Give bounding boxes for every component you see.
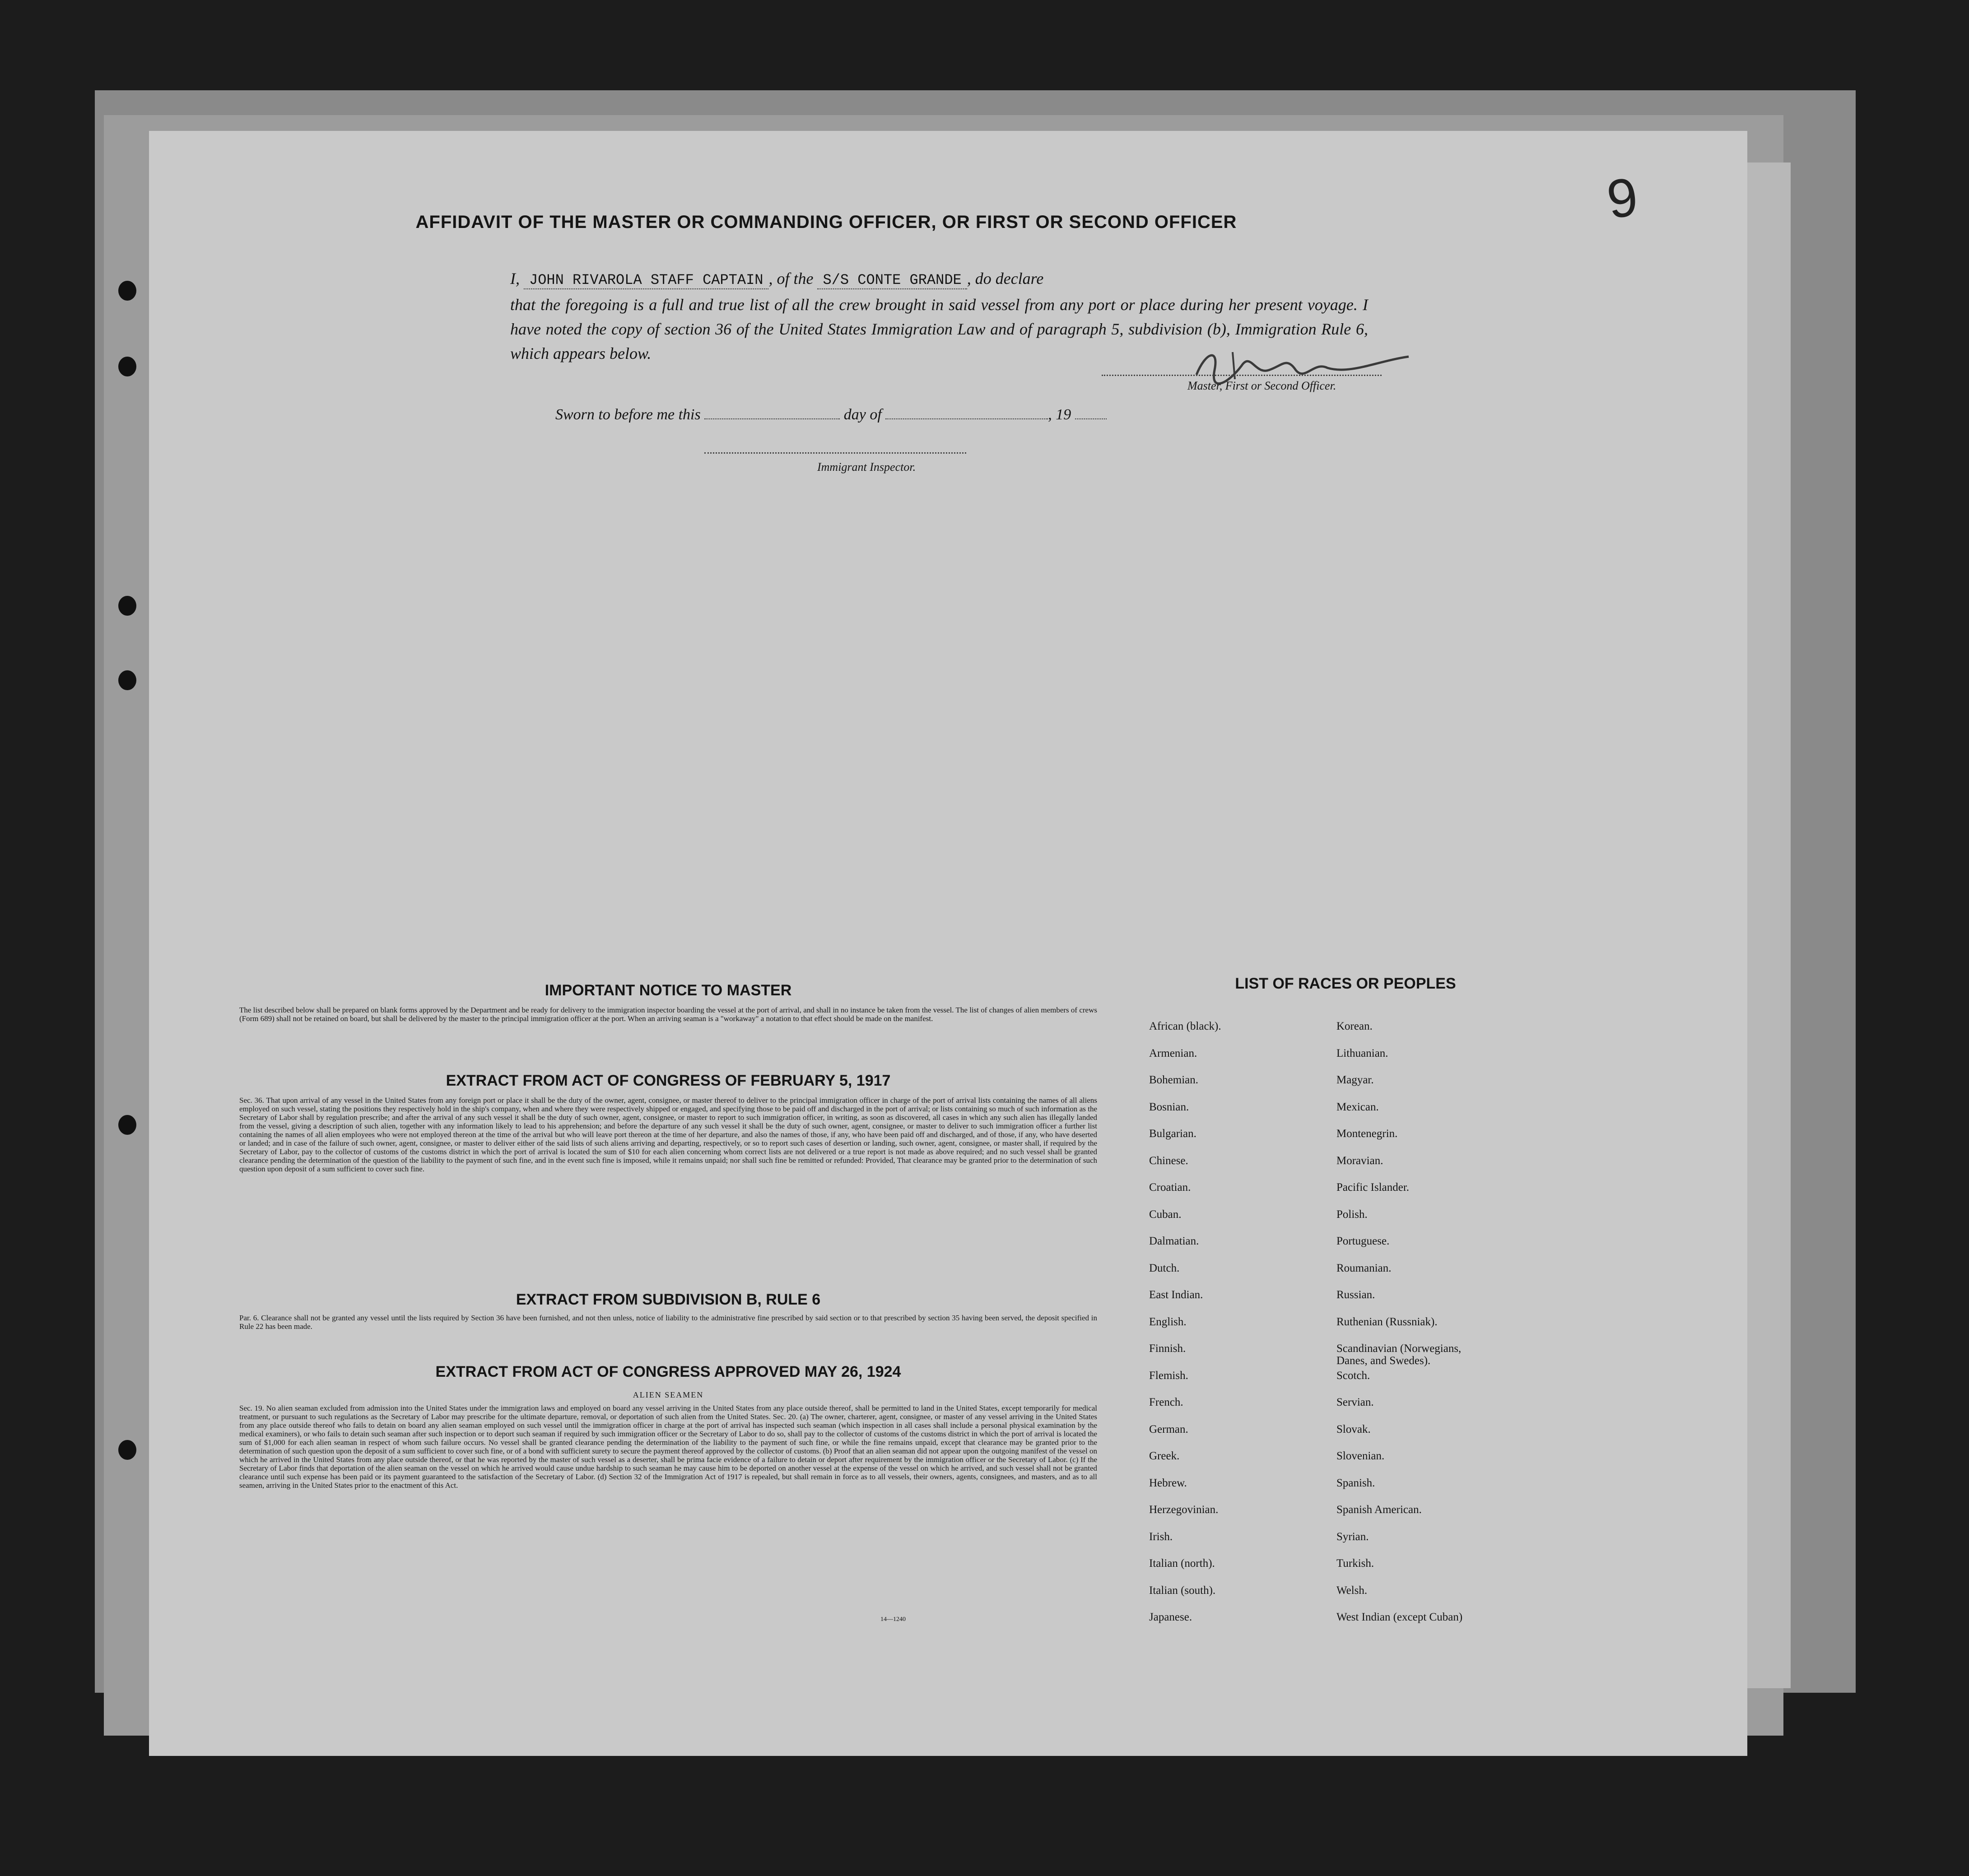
race-item: Scotch. [1336,1369,1370,1382]
race-item: Spanish American. [1336,1504,1422,1516]
race-item: Lithuanian. [1336,1047,1388,1059]
signature-caption: Master, First or Second Officer. [1187,379,1336,392]
race-item: Portuguese. [1336,1235,1390,1247]
race-item: Cuban. [1149,1208,1182,1221]
race-item: Slovak. [1336,1423,1371,1435]
race-item: Croatian. [1149,1181,1191,1193]
inspector-signature-line [704,452,966,454]
binder-hole [118,1440,136,1460]
sworn-line [555,406,1107,423]
sworn-month-field [885,418,1048,419]
sworn-day-field [704,418,840,419]
binder-hole [118,281,136,301]
declaration-prefix: I, [510,269,520,288]
race-item: Bohemian. [1149,1074,1199,1086]
race-item: Italian (south). [1149,1584,1216,1597]
race-item: French. [1149,1396,1183,1408]
binder-hole [118,670,136,690]
race-item: Magyar. [1336,1074,1374,1086]
race-item: Finnish. [1149,1342,1186,1355]
race-item: German. [1149,1423,1188,1435]
race-item: Spanish. [1336,1477,1375,1489]
race-item: African (black). [1149,1020,1221,1032]
races-column-1 [1149,1020,1221,1638]
sworn-year-label: , 19 [1048,406,1071,423]
notice-title: IMPORTANT NOTICE TO MASTER [545,982,792,999]
race-item: Flemish. [1149,1369,1188,1382]
race-item: Pacific Islander. [1336,1181,1410,1193]
race-item: Montenegrin. [1336,1128,1398,1140]
declaration-line-1 [510,266,1368,293]
affidavit-title: AFFIDAVIT OF THE MASTER OR COMMANDING OFFICER, OR FIRST OR SECOND OFFICER [415,212,1237,232]
page-number: 9 [1603,166,1642,230]
extract-1924-text: Sec. 19. No alien seaman excluded from admission into the United States under the immigration laws and employed on board any vessel arriving in the United States from any place outside thereof, shall be permitted to land in the United States, except temporarily for medical treatment, or pursuant to such regulations as the Secretary of Labor may prescribe for the ultimate departure, removal, or deportation of such alien from the United States. Sec. 20. (a) The owner, charterer, agent, consignee, or master of any vessel arriving in the United States from any place outside thereof who fails to detain on board any alien seaman employed on such vessel until the immigration officer in charge at the port of arrival has inspected such seaman (which inspection in all cases shall include a personal physical examination by the medical examiners), or who fails to detain such seaman after such inspection or to deport such seaman if required by such immigration officer or the Secretary of Labor to do so, shall pay to the collector of customs of the customs district in which the port of arrival is located the sum of $1,000 for each alien seaman in respect of whom such failure occurs. No vessel shall be granted clearance pending the determination of the liability to the payment of such fine, or while the fine remains unpaid, except that clearance may be granted prior to the determination of such question upon the deposit of a sum sufficient to cover such fine, or of a bond with sufficient surety to secure the payment thereof approved by the collector of customs. (b) Proof that an alien seaman did not appear upon the outgoing manifest of the vessel on which he arrived in the United States from any place outside thereof, or that he was reported by the master of such vessel as a deserter, shall be prima facie evidence of a failure to detain or deport after requirement by the immigration officer or the Secretary of Labor. (c) If the Secretary of Labor finds that deportation of the alien seaman on the vessel on which he arrived would cause undue hardship to such seaman he may cause him to be deported on another vessel at the expense of the vessel on which he arrived, and such vessel shall not be granted clearance until such expense has been paid or its payment guaranteed to the satisfaction of the Secretary of Labor. (d) Section 32 of the Immigration Act of 1917 is repealed, but shall remain in force as to all vessels, their owners, agents, consignees, and masters, and as to all seamen, arriving in the United States prior to the enactment of this Act. [239,1404,1097,1490]
extract-1924-title: EXTRACT FROM ACT OF CONGRESS APPROVED MAY 26, 1924 [435,1363,901,1380]
notice-text: The list described below shall be prepared on blank forms approved by the Department and be ready for delivery to the immigration inspector boarding the vessel at the port of arrival, and shall in no instance be taken from the vessel. The list of changes of alien members of crews (Form 689) shall not be retained on board, but shall be delivered by the master to the principal immigration officer at the port. When an arriving seaman is a "workaway" a notation to that effect should be made on the manifest. [239,1006,1097,1023]
races-column-2 [1336,1020,1481,1638]
declaration-body: that the foregoing is a full and true list of all the crew brought in said vessel from any port or place during her present voyage. I have noted the copy of section 36 of the United States Immigration Law and of paragraph 5, subdivision (b), Immigration Rule 6, which appears below. [510,296,1368,362]
race-item: Dalmatian. [1149,1235,1199,1247]
binder-hole [118,357,136,376]
race-item: Korean. [1336,1020,1373,1032]
extract-1917-title: EXTRACT FROM ACT OF CONGRESS OF FEBRUARY 5, 1917 [446,1072,891,1089]
declaration-suffix: , do declare [967,269,1044,288]
binder-hole [118,596,136,616]
race-item: West Indian (except Cuban) [1336,1611,1463,1623]
race-item: Irish. [1149,1530,1173,1543]
extract-rule6-text: Par. 6. Clearance shall not be granted any vessel until the lists required by Section 36 have been furnished, and not then unless, notice of liability to the administrative fine prescribed by said section or to that prescribed by section 35 having been served, the deposit specified in Rule 22 has been made. [239,1314,1097,1331]
race-item: Slovenian. [1336,1450,1385,1462]
races-title: LIST OF RACES OR PEOPLES [1235,975,1456,992]
race-item: Armenian. [1149,1047,1197,1059]
sworn-prefix: Sworn to before me this [555,406,701,423]
race-item: Russian. [1336,1289,1375,1301]
race-item: Turkish. [1336,1557,1374,1570]
signature-line [1102,375,1382,376]
inspector-caption: Immigrant Inspector. [817,460,916,474]
extract-1924-subtitle: ALIEN SEAMEN [633,1390,704,1399]
race-item: East Indian. [1149,1289,1203,1301]
race-item: Bulgarian. [1149,1128,1196,1140]
race-item: Polish. [1336,1208,1368,1221]
race-item: Servian. [1336,1396,1374,1408]
race-item: Greek. [1149,1450,1180,1462]
race-item: Moravian. [1336,1154,1383,1167]
race-item: Chinese. [1149,1154,1188,1167]
race-item: Syrian. [1336,1530,1369,1543]
sworn-day-label: day of [843,406,882,423]
officer-name-field: JOHN RIVAROLA STAFF CAPTAIN [524,272,768,289]
extract-1917-text: Sec. 36. That upon arrival of any vessel in the United States from any foreign port or place it shall be the duty of the owner, agent, consignee, or master thereof to deliver to the principal immigration officer in charge of the port of arrival lists containing the names of all aliens employed on such vessel, stating the positions they respectively hold in the ship's company, when and where they were respectively shipped or engaged, and specifying those to be paid off and discharged in the port of arrival; or lists containing so much of such information as the Secretary of Labor shall by regulation prescribe; and after the arrival of any such vessel it shall be the duty of such owner, agent, consignee, or master to report to such immigration officer, in writing, as soon as discovered, all cases in which any such alien has illegally landed from the vessel, giving a description of such alien, together with any information likely to lead to his apprehension; and before the departure of any such vessel it shall be the duty of such owner, agent, consignee, or master to deliver to such immigration officer a further list containing the names of all alien employees who were not employed thereon at the time of the arrival but who will leave port thereon at the time of her departure, and also the names of those, if any, who have been paid off and discharged, and of those, if any, who have deserted or landed; and in case of the failure of such owner, agent, consignee, or master to deliver either of the said lists of such aliens arriving and departing, respectively, or so to report such cases of desertion or landing, such owner, agent, consignee, or master shall, if required by the Secretary of Labor, pay to the collector of customs of the customs district in which the port of arrival is located the sum of $10 for each alien concerning whom correct lists are not delivered or a true report is not made as above required; and no such vessel shall be granted clearance pending the determination of the question of the liability to the payment of such fine, and in the event such fine is imposed, while it remains unpaid; nor shall such fine be remitted or refunded: Provided, That clearance may be granted prior to the determination of such question upon deposit of a sum sufficient to cover such fine. [239,1096,1097,1173]
manifest-page [149,131,1747,1756]
race-item: Italian (north). [1149,1557,1215,1570]
declaration-mid: , of the [768,269,814,288]
race-item: Roumanian. [1336,1262,1392,1274]
binder-hole [118,1115,136,1135]
sworn-year-field [1075,418,1107,419]
race-item: Ruthenian (Russniak). [1336,1315,1438,1328]
race-item: Welsh. [1336,1584,1368,1597]
vessel-name-field: S/S CONTE GRANDE [817,272,967,289]
race-item: Dutch. [1149,1262,1180,1274]
race-item: English. [1149,1315,1187,1328]
race-item: Hebrew. [1149,1477,1187,1489]
race-item: Scandinavian (Norwegians, Danes, and Swedes). [1336,1342,1462,1367]
race-item: Bosnian. [1149,1101,1189,1113]
race-item: Japanese. [1149,1611,1192,1623]
race-item: Herzegovinian. [1149,1504,1219,1516]
race-item: Mexican. [1336,1101,1379,1113]
form-number: 14—1240 [880,1616,906,1623]
extract-rule6-title: EXTRACT FROM SUBDIVISION B, RULE 6 [516,1291,821,1308]
